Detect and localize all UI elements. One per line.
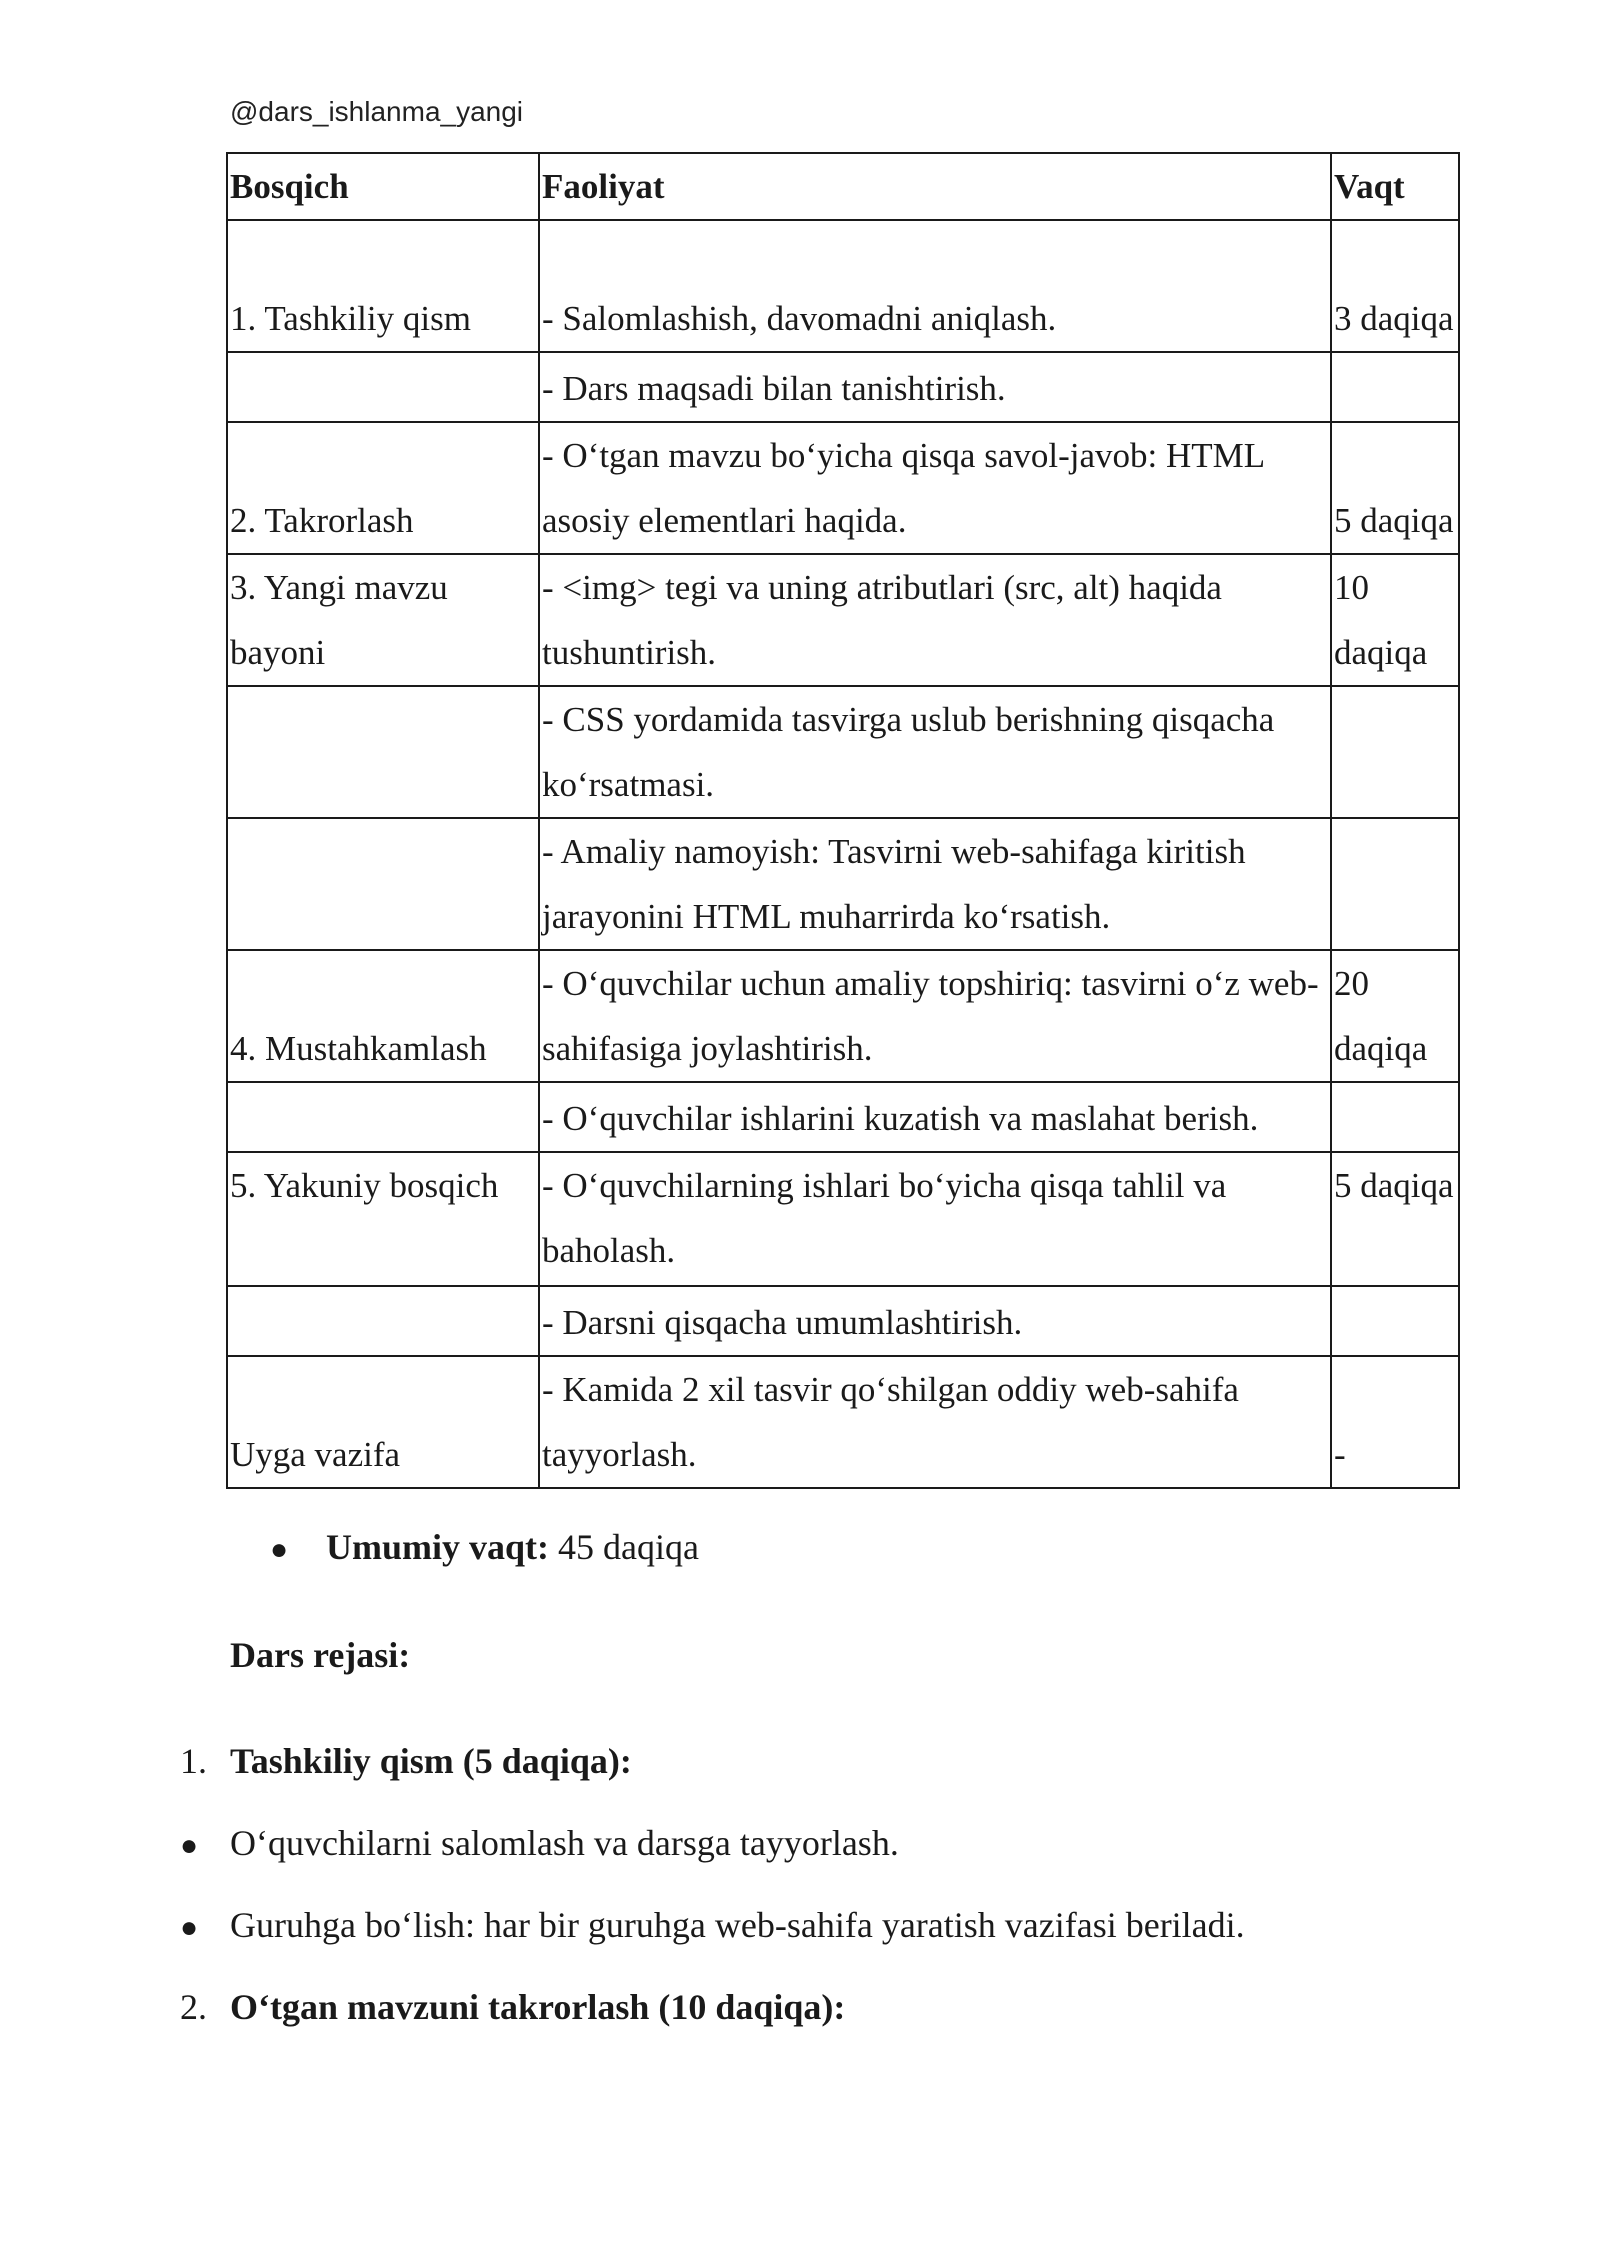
stage-cell bbox=[227, 1286, 539, 1356]
list-item-text: Guruhga bo‘lish: har bir guruhga web-sahifa yaratish vazifasi beriladi. bbox=[230, 1905, 1245, 1945]
table-row bbox=[227, 352, 1459, 422]
table-row bbox=[227, 1356, 1459, 1488]
total-time-line bbox=[270, 1526, 699, 1568]
table-row bbox=[227, 1082, 1459, 1152]
plan-item-title: O‘tgan mavzuni takrorlash (10 daqiqa): bbox=[230, 1987, 846, 2027]
time-cell: 5 daqiqa bbox=[1331, 1152, 1459, 1286]
table-row bbox=[227, 220, 1459, 352]
list-item-text: O‘quvchilarni salomlash va darsga tayyorlash. bbox=[230, 1823, 899, 1863]
activity-cell: - Darsni qisqacha umumlashtirish. bbox=[539, 1286, 1331, 1356]
time-cell bbox=[1331, 352, 1459, 422]
stage-cell: 1. Tashkiliy qism bbox=[227, 220, 539, 352]
table-header-row bbox=[227, 153, 1459, 220]
table-row bbox=[227, 818, 1459, 950]
plan-item-2 bbox=[180, 1986, 845, 2028]
lesson-plan-table bbox=[226, 152, 1460, 1489]
plan-item-1 bbox=[180, 1740, 632, 1782]
table-row bbox=[227, 554, 1459, 686]
time-cell: 20 daqiqa bbox=[1331, 950, 1459, 1082]
stage-cell bbox=[227, 686, 539, 818]
watermark-text: @dars_ishlanma_yangi bbox=[230, 96, 524, 127]
activity-cell: - Salomlashish, davomadni aniqlash. bbox=[539, 220, 1331, 352]
stage-cell bbox=[227, 818, 539, 950]
list-item bbox=[180, 1822, 899, 1864]
time-cell bbox=[1331, 1286, 1459, 1356]
bullet-icon: ● bbox=[270, 1533, 289, 1566]
activity-cell: - Kamida 2 xil tasvir qo‘shilgan oddiy web-sahifa tayyorlash. bbox=[539, 1356, 1331, 1488]
total-time-label: Umumiy vaqt: bbox=[326, 1527, 549, 1567]
bullet-icon: ● bbox=[180, 1829, 199, 1862]
activity-cell: - CSS yordamida tasvirga uslub berishning qisqacha ko‘rsatmasi. bbox=[539, 686, 1331, 818]
stage-cell: 4. Mustahkamlash bbox=[227, 950, 539, 1082]
time-cell: 3 daqiqa bbox=[1331, 220, 1459, 352]
table-row bbox=[227, 1286, 1459, 1356]
activity-cell: - Amaliy namoyish: Tasvirni web-sahifaga kiritish jarayonini HTML muharrirda ko‘rsatish. bbox=[539, 818, 1331, 950]
time-cell bbox=[1331, 818, 1459, 950]
activity-cell: - O‘tgan mavzu bo‘yicha qisqa savol-javob: HTML asosiy elementlari haqida. bbox=[539, 422, 1331, 554]
table-row bbox=[227, 686, 1459, 818]
activity-cell: - O‘quvchilar uchun amaliy topshiriq: tasvirni o‘z web-sahifasiga joylashtirish. bbox=[539, 950, 1331, 1082]
table-row bbox=[227, 422, 1459, 554]
list-item bbox=[180, 1904, 1245, 1946]
header-activity: Faoliyat bbox=[539, 153, 1331, 220]
stage-cell bbox=[227, 352, 539, 422]
stage-cell: Uyga vazifa bbox=[227, 1356, 539, 1488]
stage-cell: 5. Yakuniy bosqich bbox=[227, 1152, 539, 1286]
plan-item-title: Tashkiliy qism (5 daqiqa): bbox=[230, 1741, 632, 1781]
time-cell bbox=[1331, 1082, 1459, 1152]
table-row bbox=[227, 950, 1459, 1082]
stage-cell: 2. Takrorlash bbox=[227, 422, 539, 554]
activity-cell: - Dars maqsadi bilan tanishtirish. bbox=[539, 352, 1331, 422]
time-cell: - bbox=[1331, 1356, 1459, 1488]
activity-cell: - <img> tegi va uning atributlari (src, alt) haqida tushuntirish. bbox=[539, 554, 1331, 686]
stage-cell: 3. Yangi mavzu bayoni bbox=[227, 554, 539, 686]
time-cell: 10 daqiqa bbox=[1331, 554, 1459, 686]
table-row bbox=[227, 1152, 1459, 1286]
plan-heading: Dars rejasi: bbox=[230, 1635, 411, 1675]
time-cell: 5 daqiqa bbox=[1331, 422, 1459, 554]
header-time: Vaqt bbox=[1331, 153, 1459, 220]
header-stage: Bosqich bbox=[227, 153, 539, 220]
stage-cell bbox=[227, 1082, 539, 1152]
time-cell bbox=[1331, 686, 1459, 818]
bullet-icon: ● bbox=[180, 1911, 199, 1944]
plan-item-number: 2. bbox=[180, 1987, 207, 2027]
total-time-value: 45 daqiqa bbox=[549, 1527, 699, 1567]
activity-cell: - O‘quvchilar ishlarini kuzatish va maslahat berish. bbox=[539, 1082, 1331, 1152]
activity-cell: - O‘quvchilarning ishlari bo‘yicha qisqa tahlil va baholash. bbox=[539, 1152, 1331, 1286]
plan-item-number: 1. bbox=[180, 1741, 207, 1781]
